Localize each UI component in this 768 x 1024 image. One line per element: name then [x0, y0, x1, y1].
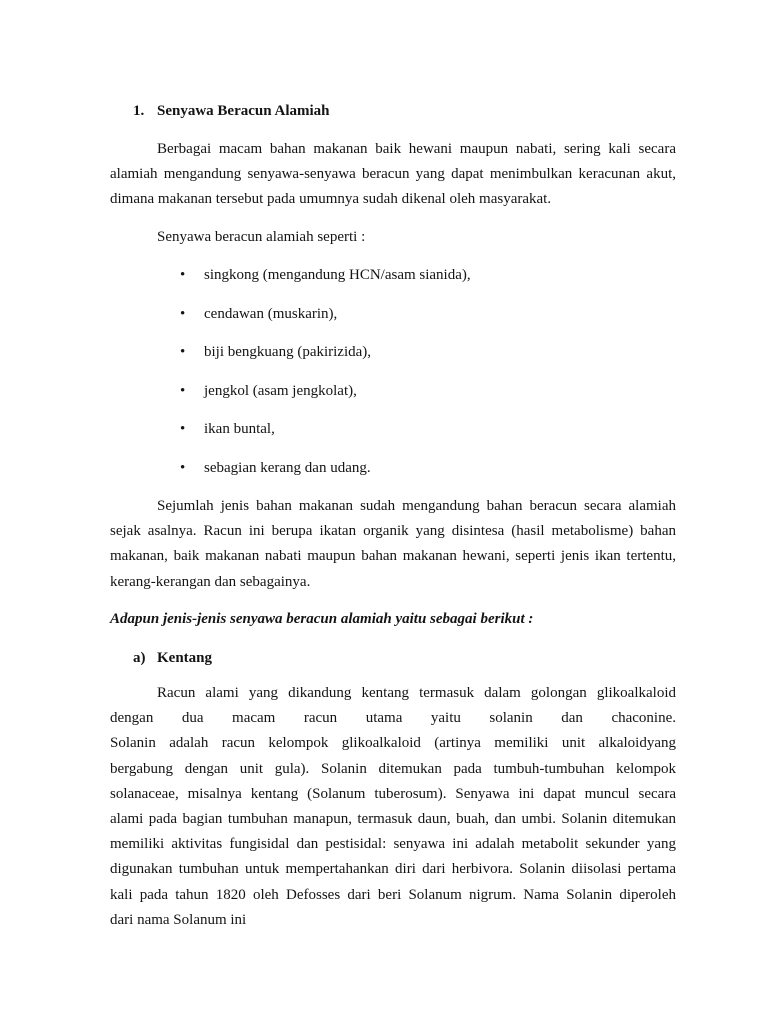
paragraph-line: dengan dua macam racun utama yaitu solanin dan chaconine. [110, 710, 676, 727]
list-item-text: biji bengkuang (pakirizida), [204, 344, 372, 361]
paragraph-line: kali pada tahun 1820 oleh Defosses dari beri Solanum nigrum. Nama Solanin diperoleh [110, 886, 676, 903]
bullet-icon: • [180, 459, 186, 476]
paragraph-line: dari nama Solanum ini [110, 911, 247, 928]
subsection-label: a) [133, 650, 146, 666]
paragraph-kentang [110, 681, 676, 933]
bullet-icon: • [180, 267, 186, 283]
paragraph-line: digunakan tumbuhan untuk mempertahankan diri dari herbivora. Solanin diisolasi pertama [110, 861, 676, 878]
paragraph-line: memiliki aktivitas fungisidal dan pestisidal: senyawa ini adalah metabolit sekunder yang [110, 836, 676, 853]
list-item [0, 379, 768, 404]
paragraph-line: kerang-kerangan dan sebagainya. [110, 573, 311, 590]
bullet-icon: • [180, 421, 186, 438]
paragraph-line: solanaceae, misalnya kentang (Solanum tuberosum). Senyawa ini dapat muncul secara [110, 785, 676, 802]
subsection-heading [0, 646, 768, 671]
list-item [0, 417, 768, 442]
paragraph-line: Sejumlah jenis bahan makanan sudah mengandung bahan beracun secara alamiah [157, 498, 676, 514]
paragraph-line: Racun alami yang dikandung kentang termasuk dalam golongan glikoalkaloid [157, 685, 676, 701]
list-item [0, 340, 768, 365]
list-item-text: ikan buntal, [204, 421, 275, 438]
emphasis-line: Adapun jenis-jenis senyawa beracun alamiah yaitu sebagai berikut : [110, 611, 534, 627]
paragraph-line: makanan, baik makanan nabati maupun bahan makanan hewani, seperti jenis ikan tertentu, [110, 548, 676, 565]
paragraph-line: Solanin adalah racun kelompok glikoalkaloid (artinya memiliki unit alkaloidyang [110, 735, 676, 752]
list-item [0, 263, 768, 288]
bullet-icon: • [180, 344, 186, 361]
list-item-text: sebagian kerang dan udang. [204, 459, 371, 476]
paragraph-line: Berbagai macam bahan makanan baik hewani maupun nabati, sering kali secara [157, 141, 676, 157]
paragraph-line: sejak asalnya. Racun ini berupa ikatan organik yang disintesa (hasil metabolisme) bahan [110, 523, 676, 540]
toxin-list [0, 263, 768, 494]
list-intro: Senyawa beracun alamiah seperti : [157, 229, 366, 245]
paragraph-line: dimana makanan tersebut pada umumnya sudah dikenal oleh masyarakat. [110, 191, 552, 208]
paragraph-line: bergabung dengan unit gula). Solanin ditemukan pada tumbuh-tumbuhan kelompok [110, 760, 676, 777]
section-heading [0, 99, 768, 124]
paragraph-line: alami pada bagian tumbuhan manapun, termasuk daun, buah, dan umbi. Solanin ditemukan [110, 810, 676, 827]
list-item-text: singkong (mengandung HCN/asam sianida), [204, 267, 471, 283]
subsection-title: Kentang [157, 650, 213, 666]
list-item-text: cendawan (muskarin), [204, 305, 338, 322]
section-number: 1. [133, 103, 145, 119]
bullet-icon: • [180, 305, 186, 322]
paragraph-line: alamiah mengandung senyawa-senyawa beracun yang dapat menimbulkan keracunan akut, [110, 166, 676, 183]
list-item [0, 456, 768, 481]
paragraph-intro [110, 137, 676, 213]
list-item [0, 302, 768, 327]
list-item-text: jengkol (asam jengkolat), [204, 382, 357, 399]
bullet-icon: • [180, 382, 186, 399]
section-title: Senyawa Beracun Alamiah [157, 103, 330, 119]
paragraph-natural-toxins [110, 494, 676, 595]
